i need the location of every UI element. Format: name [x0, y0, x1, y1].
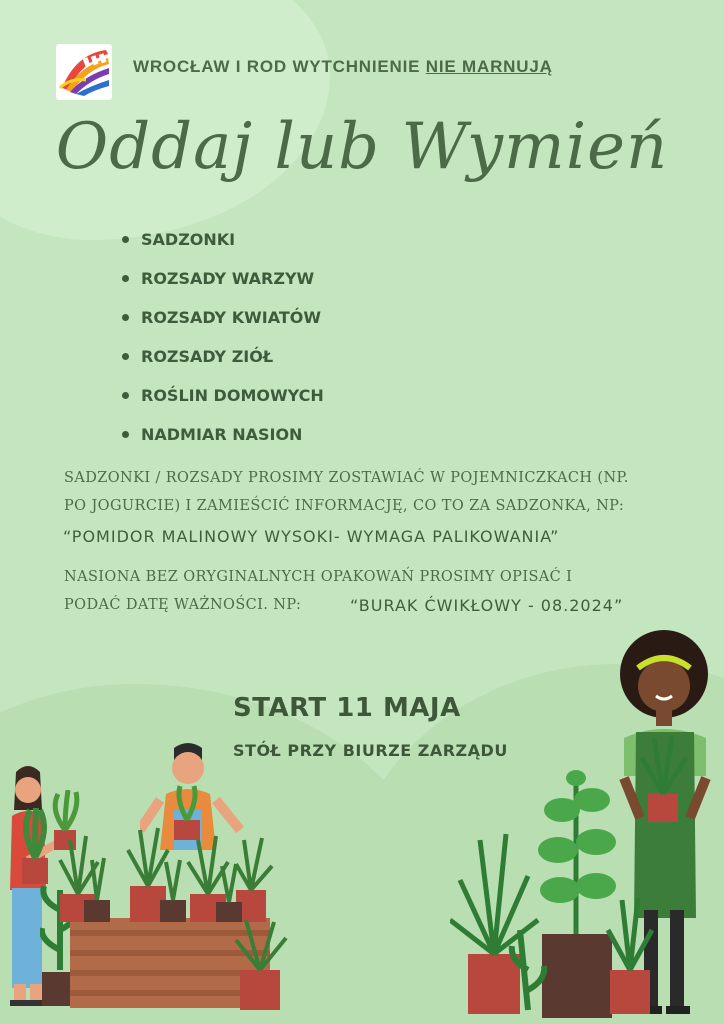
- potted-plant-small-icon: [600, 880, 660, 1024]
- list-item-label: ROŚLIN DOMOWYCH: [141, 386, 324, 405]
- plant-table-icon: [40, 810, 290, 1020]
- list-item-label: ROZSADY KWIATÓW: [141, 308, 322, 327]
- bullet-icon: [122, 353, 129, 360]
- bullet-icon: [122, 392, 129, 399]
- location-text: STÓŁ PRZY BIURZE ZARZĄDU: [233, 741, 508, 760]
- logo-icon: [56, 44, 112, 100]
- bullet-icon: [122, 236, 129, 243]
- paragraph1-quote: “POMIDOR MALINOWY WYSOKI- WYMAGA PALIKOWANIA”: [63, 527, 560, 546]
- paragraph1-line2: PO JOGURCIE) I ZAMIEŚCIĆ INFORMACJĘ, CO TO ZA SADZONKA, NP:: [64, 498, 625, 514]
- header-underlined-text: NIE MARNUJĄ: [425, 57, 553, 76]
- list-item-label: ROZSADY WARZYW: [141, 269, 315, 288]
- start-date: START 11 MAJA: [233, 693, 461, 723]
- paragraph2-line2: PODAĆ DATĘ WAŻNOŚCI. NP:: [64, 597, 302, 613]
- list-item: [122, 337, 324, 376]
- header-line: [133, 57, 553, 77]
- bullet-icon: [122, 314, 129, 321]
- list-item-label: SADZONKI: [141, 230, 236, 249]
- list-item-label: ROZSADY ZIÓŁ: [141, 347, 274, 366]
- page-title: Oddaj lub Wymień: [55, 110, 669, 184]
- list-item: [122, 220, 324, 259]
- paragraph2-line1: NASIONA BEZ ORYGINALNYCH OPAKOWAŃ PROSIMY OPISAĆ I: [64, 569, 573, 585]
- header-text: WROCŁAW I ROD WYTCHNIENIE: [133, 57, 426, 76]
- bullet-icon: [122, 431, 129, 438]
- list-item: [122, 259, 324, 298]
- item-list: [122, 220, 324, 454]
- list-item: [122, 376, 324, 415]
- list-item-label: NADMIAR NASION: [141, 425, 303, 444]
- bullet-icon: [122, 275, 129, 282]
- paragraph1-line1: SADZONKI / ROZSADY PROSIMY ZOSTAWIAĆ W POJEMNICZKACH (NP.: [64, 470, 629, 486]
- paragraph2-quote: “BURAK ĆWIKŁOWY - 08.2024”: [350, 596, 624, 615]
- list-item: [122, 415, 324, 454]
- list-item: [122, 298, 324, 337]
